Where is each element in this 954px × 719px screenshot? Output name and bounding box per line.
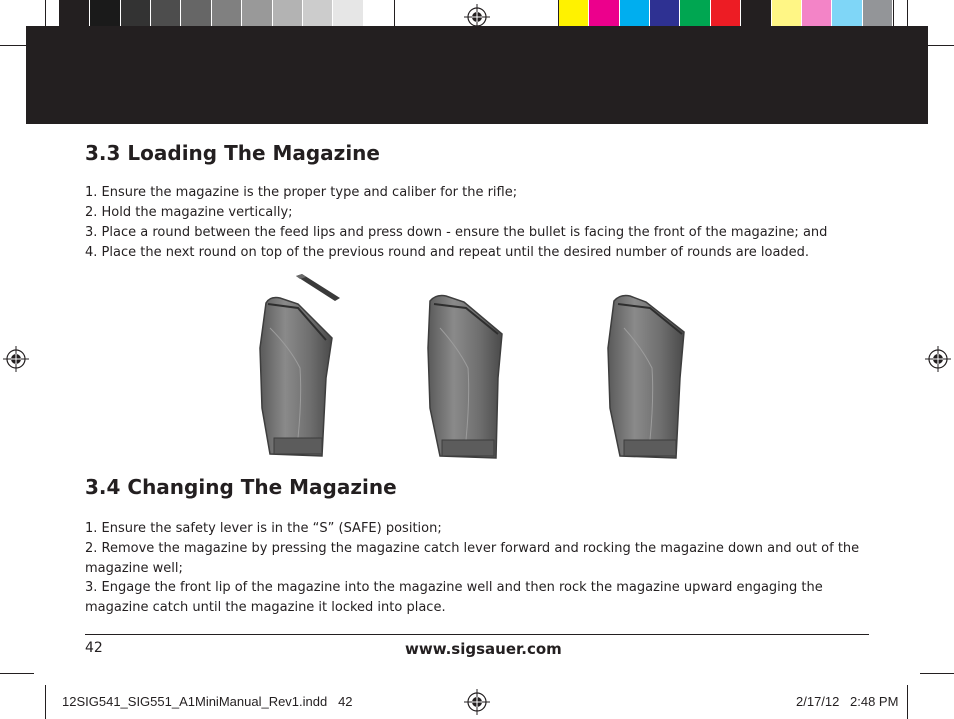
crop-mark-bottom-right-horizontal xyxy=(920,673,954,674)
loading-step-1: 1. Ensure the magazine is the proper type and caliber for the rifle; xyxy=(85,185,518,200)
header-band xyxy=(26,26,928,124)
loading-step-4: 4. Place the next round on top of the previous round and repeat until the desired number of rounds are loaded. xyxy=(85,245,810,260)
registration-mark-right-icon xyxy=(925,346,951,372)
website-link[interactable]: www.sigsauer.com xyxy=(405,640,562,658)
loading-step-2: 2. Hold the magazine vertically; xyxy=(85,205,293,220)
magazine-1-icon xyxy=(260,298,332,456)
magazine-3-icon xyxy=(608,296,684,458)
registration-mark-left-icon xyxy=(3,346,29,372)
magazine-2-icon xyxy=(428,296,502,458)
registration-mark-top-icon xyxy=(464,4,490,30)
changing-step-3: 3. Engage the front lip of the magazine into the magazine well and then rock the magazine upward engaging the magazine catch until the magazine it locked into place. xyxy=(85,580,823,615)
slug-date: 2/17/12 xyxy=(796,694,840,709)
slug-filename: 12SIG541_SIG551_A1MiniManual_Rev1.indd 42 xyxy=(62,694,353,709)
changing-step-2: 2. Remove the magazine by pressing the magazine catch lever forward and rocking the magazine down and out of the magazine well; xyxy=(85,541,860,576)
loading-step-3: 3. Place a round between the feed lips and press down - ensure the bullet is facing the front of the magazine; and xyxy=(85,225,828,240)
page-number: 42 xyxy=(85,640,103,656)
registration-mark-bottom-icon xyxy=(464,689,490,715)
slug-time: 2:48 PM xyxy=(850,694,899,709)
crop-mark-bottom-left-vertical xyxy=(45,685,46,719)
changing-step-1: 1. Ensure the safety lever is in the “S” (SAFE) position; xyxy=(85,521,442,536)
crop-mark-bottom-right-vertical xyxy=(907,685,908,719)
magazine-loading-illustration xyxy=(240,268,720,464)
footer-rule xyxy=(85,634,869,635)
section-heading-changing: 3.4 Changing The Magazine xyxy=(85,475,397,499)
cartridge-icon xyxy=(296,274,340,301)
section-heading-loading: 3.3 Loading The Magazine xyxy=(85,141,380,165)
crop-mark-bottom-left-horizontal xyxy=(0,673,34,674)
